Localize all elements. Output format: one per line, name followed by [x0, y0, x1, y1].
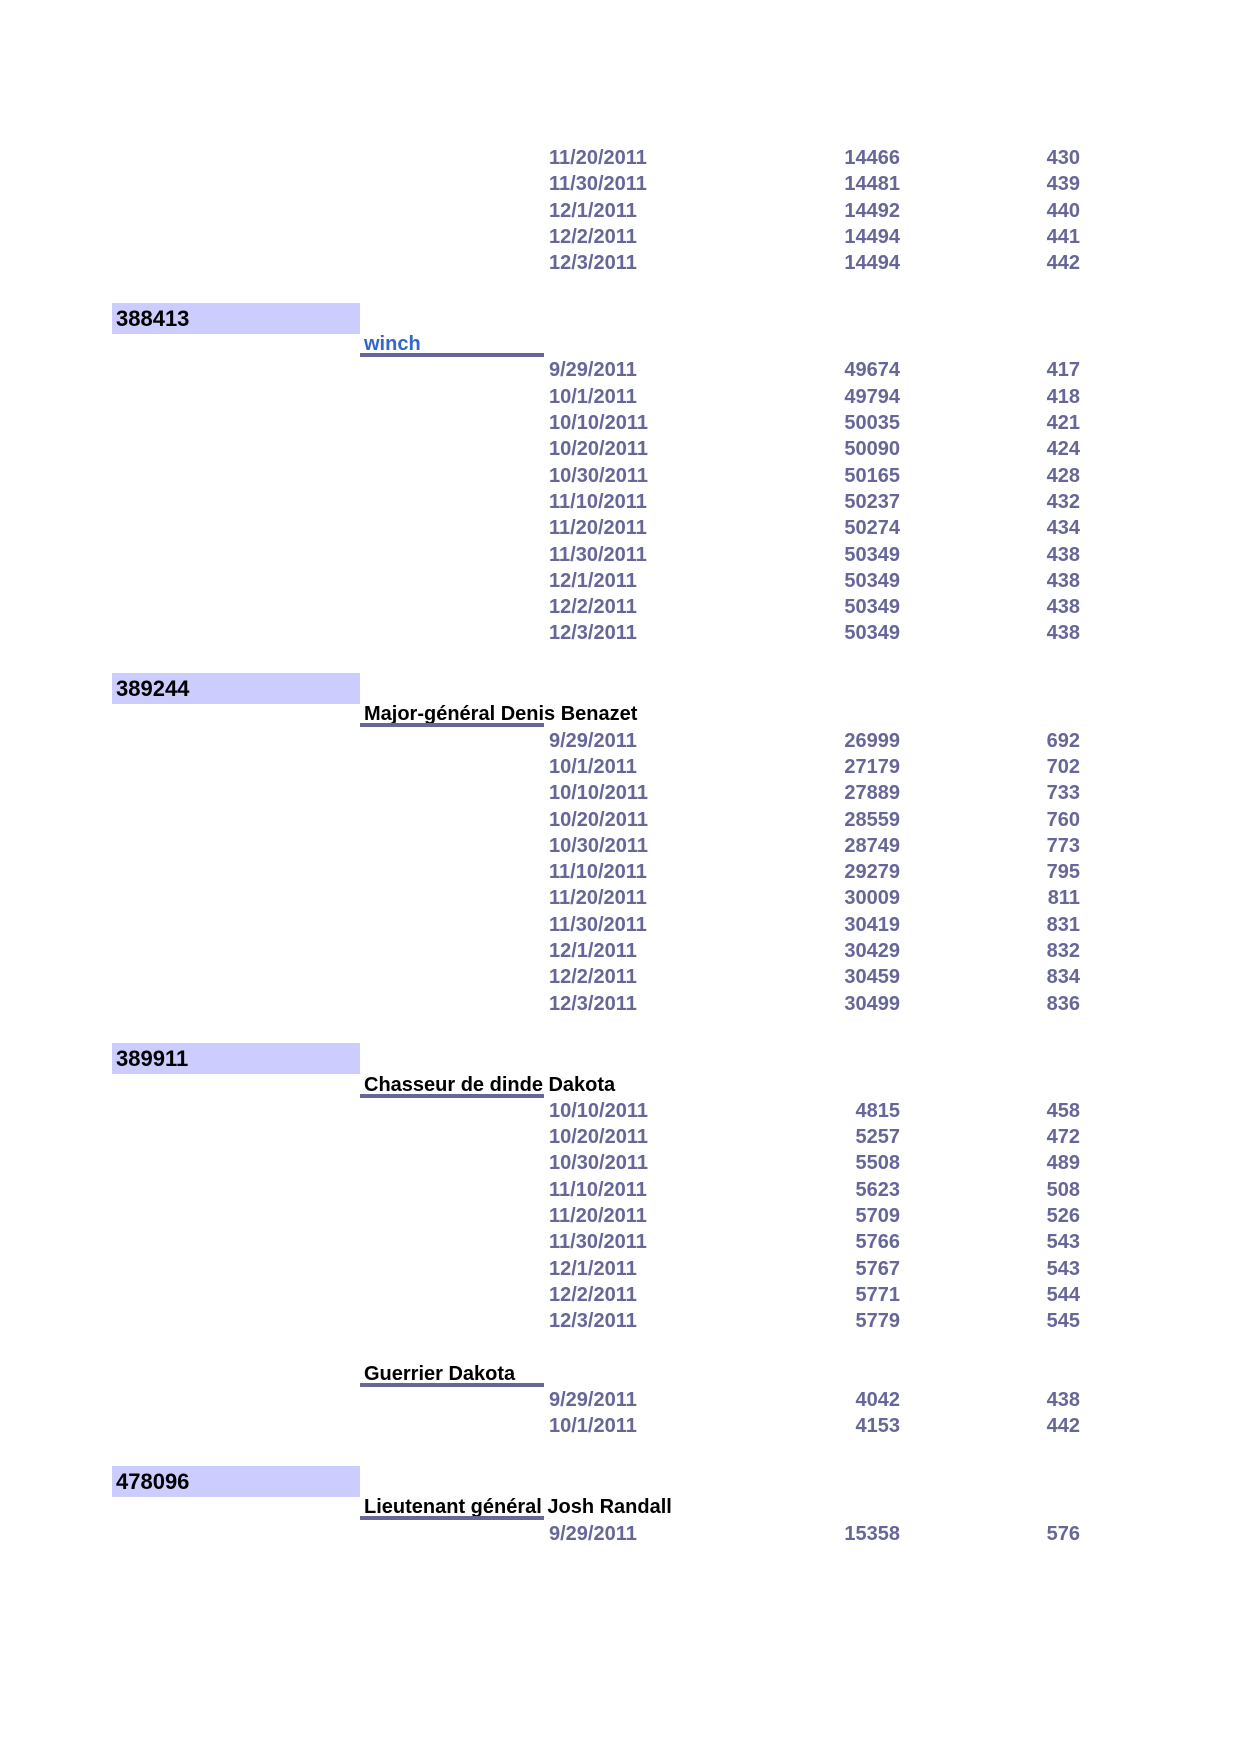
- value-cell: 4815: [855, 1099, 900, 1122]
- table-row: [0, 1124, 1241, 1150]
- value-cell: 49674: [844, 359, 900, 382]
- date-cell: 9/29/2011: [549, 729, 637, 752]
- level-cell: 428: [1046, 464, 1080, 487]
- date-cell: 12/3/2011: [549, 622, 637, 645]
- date-cell: 10/20/2011: [549, 438, 648, 461]
- value-cell: 50349: [844, 569, 900, 592]
- table-row: [0, 991, 1241, 1017]
- value-cell: 30429: [844, 940, 900, 962]
- table-row: [0, 463, 1241, 489]
- value-cell: 5767: [855, 1257, 900, 1280]
- level-cell: 438: [1046, 569, 1080, 592]
- date-cell: 11/20/2011: [549, 1205, 647, 1227]
- level-cell: 441: [1046, 225, 1080, 248]
- table-row: [0, 859, 1241, 885]
- value-cell: 50349: [844, 543, 900, 566]
- table-row: [0, 754, 1241, 780]
- table-row: [0, 938, 1241, 964]
- value-cell: 50349: [844, 622, 900, 645]
- table-row: [0, 250, 1241, 276]
- table-row: [0, 1308, 1241, 1334]
- value-cell: 5709: [855, 1205, 900, 1227]
- date-cell: 12/1/2011: [549, 940, 637, 962]
- level-cell: 424: [1046, 438, 1080, 461]
- date-cell: 12/3/2011: [549, 252, 637, 275]
- level-cell: 702: [1046, 755, 1080, 778]
- date-cell: 11/10/2011: [549, 490, 647, 513]
- table-row: [0, 224, 1241, 250]
- value-cell: 50349: [844, 596, 900, 619]
- value-cell: 30009: [844, 887, 900, 910]
- level-cell: 432: [1046, 490, 1080, 513]
- level-cell: 439: [1046, 173, 1080, 196]
- level-cell: 438: [1046, 596, 1080, 619]
- value-cell: 14466: [844, 147, 900, 169]
- date-cell: 11/30/2011: [549, 1231, 647, 1254]
- value-cell: 4153: [855, 1415, 900, 1438]
- table-row: [0, 542, 1241, 568]
- date-cell: 11/10/2011: [549, 1178, 647, 1201]
- table-row: [0, 568, 1241, 594]
- date-cell: 12/1/2011: [549, 1257, 637, 1280]
- value-cell: 50165: [844, 464, 900, 487]
- value-cell: 50090: [844, 438, 900, 461]
- value-cell: 14494: [844, 252, 900, 275]
- date-cell: 11/30/2011: [549, 913, 647, 936]
- value-cell: 28749: [844, 834, 900, 857]
- table-row: [0, 1098, 1241, 1124]
- level-cell: 440: [1046, 199, 1080, 222]
- level-cell: 543: [1046, 1231, 1080, 1254]
- level-cell: 545: [1046, 1310, 1080, 1333]
- value-cell: 50237: [844, 490, 900, 513]
- date-cell: 12/2/2011: [549, 225, 637, 248]
- date-cell: 12/2/2011: [549, 966, 637, 989]
- table-row: [0, 436, 1241, 462]
- level-cell: 430: [1046, 147, 1080, 169]
- date-cell: 10/10/2011: [549, 412, 648, 434]
- value-cell: 15358: [844, 1522, 900, 1545]
- date-cell: 9/29/2011: [549, 359, 637, 382]
- table-row: [0, 1413, 1241, 1439]
- level-cell: 526: [1046, 1205, 1080, 1227]
- table-row: [0, 1282, 1241, 1308]
- date-cell: 11/20/2011: [549, 517, 647, 540]
- table-row: [0, 1229, 1241, 1255]
- table-row: [0, 357, 1241, 383]
- table-row: [0, 515, 1241, 541]
- date-cell: 12/1/2011: [549, 199, 637, 222]
- table-row: [0, 410, 1241, 436]
- value-cell: 14492: [844, 199, 900, 222]
- date-cell: 9/29/2011: [549, 1522, 637, 1545]
- table-row: [0, 1521, 1241, 1547]
- level-cell: 489: [1046, 1152, 1080, 1175]
- level-cell: 438: [1046, 543, 1080, 566]
- record-id-cell: 389244: [112, 673, 360, 704]
- level-cell: 832: [1046, 940, 1080, 962]
- table-row: [0, 807, 1241, 833]
- date-cell: 11/20/2011: [549, 147, 647, 169]
- table-row: [0, 1387, 1241, 1413]
- table-row: [0, 620, 1241, 646]
- level-cell: 438: [1046, 1389, 1080, 1412]
- date-cell: 10/30/2011: [549, 834, 648, 857]
- value-cell: 28559: [844, 808, 900, 831]
- level-cell: 508: [1046, 1178, 1080, 1201]
- value-cell: 50274: [844, 517, 900, 540]
- value-cell: 14481: [844, 173, 900, 196]
- value-cell: 5779: [855, 1310, 900, 1333]
- level-cell: 442: [1046, 1415, 1080, 1438]
- level-cell: 417: [1046, 359, 1080, 382]
- unit-name: Lieutenant général Josh Randall: [364, 1496, 672, 1519]
- value-cell: 27179: [844, 755, 900, 778]
- date-cell: 12/3/2011: [549, 1310, 637, 1333]
- table-row: [0, 728, 1241, 754]
- date-cell: 10/1/2011: [549, 755, 637, 778]
- table-row: [0, 1256, 1241, 1282]
- table-row: [0, 833, 1241, 859]
- level-cell: 544: [1046, 1283, 1080, 1306]
- level-cell: 733: [1046, 782, 1080, 805]
- date-cell: 11/20/2011: [549, 887, 647, 910]
- value-cell: 5508: [855, 1152, 900, 1175]
- table-row: [0, 171, 1241, 197]
- level-cell: 442: [1046, 252, 1080, 275]
- value-cell: 26999: [844, 729, 900, 752]
- table-row: [0, 1150, 1241, 1176]
- level-cell: 773: [1046, 834, 1080, 857]
- value-cell: 49794: [844, 385, 900, 408]
- record-id-cell: 388413: [112, 303, 360, 334]
- level-cell: 760: [1046, 808, 1080, 831]
- value-cell: 30419: [844, 913, 900, 936]
- date-cell: 9/29/2011: [549, 1389, 637, 1412]
- value-cell: 30499: [844, 992, 900, 1015]
- date-cell: 11/30/2011: [549, 543, 647, 566]
- date-cell: 12/3/2011: [549, 992, 637, 1015]
- table-row: [0, 1203, 1241, 1229]
- value-cell: 5623: [855, 1178, 900, 1201]
- table-row: [0, 145, 1241, 171]
- value-cell: 30459: [844, 966, 900, 989]
- level-cell: 831: [1046, 913, 1080, 936]
- table-row: [0, 1177, 1241, 1203]
- date-cell: 10/20/2011: [549, 1126, 648, 1149]
- table-row: [0, 964, 1241, 990]
- table-row: [0, 780, 1241, 806]
- record-id-cell: 389911: [112, 1043, 360, 1074]
- value-cell: 50035: [844, 412, 900, 434]
- record-id-cell: 478096: [112, 1466, 360, 1497]
- table-row: [0, 384, 1241, 410]
- date-cell: 10/10/2011: [549, 1099, 648, 1122]
- unit-name[interactable]: winch: [364, 333, 421, 356]
- date-cell: 11/10/2011: [549, 861, 647, 884]
- date-cell: 10/10/2011: [549, 782, 648, 805]
- date-cell: 10/30/2011: [549, 464, 648, 487]
- date-cell: 10/20/2011: [549, 808, 648, 831]
- level-cell: 811: [1047, 887, 1080, 910]
- level-cell: 472: [1046, 1126, 1080, 1149]
- unit-name: Guerrier Dakota: [364, 1362, 516, 1385]
- value-cell: 5771: [855, 1283, 900, 1306]
- date-cell: 10/1/2011: [549, 1415, 637, 1438]
- date-cell: 10/30/2011: [549, 1152, 648, 1175]
- value-cell: 5257: [855, 1126, 900, 1149]
- table-row: [0, 885, 1241, 911]
- value-cell: 27889: [844, 782, 900, 805]
- value-cell: 29279: [844, 861, 900, 884]
- level-cell: 421: [1046, 412, 1080, 434]
- table-row: [0, 912, 1241, 938]
- date-cell: 12/1/2011: [549, 569, 637, 592]
- unit-name: Major-général Denis Benazet: [364, 703, 638, 726]
- date-cell: 10/1/2011: [549, 385, 637, 408]
- level-cell: 438: [1046, 622, 1080, 645]
- date-cell: 11/30/2011: [549, 173, 647, 196]
- table-row: [0, 594, 1241, 620]
- level-cell: 834: [1046, 966, 1080, 989]
- level-cell: 418: [1046, 385, 1080, 408]
- level-cell: 795: [1046, 861, 1080, 884]
- date-cell: 12/2/2011: [549, 596, 637, 619]
- value-cell: 4042: [855, 1389, 900, 1412]
- level-cell: 458: [1046, 1099, 1080, 1122]
- unit-name: Chasseur de dinde Dakota: [364, 1073, 616, 1096]
- level-cell: 576: [1046, 1522, 1080, 1545]
- date-cell: 12/2/2011: [549, 1283, 637, 1306]
- value-cell: 14494: [844, 225, 900, 248]
- level-cell: 692: [1046, 729, 1080, 752]
- level-cell: 434: [1046, 517, 1080, 540]
- level-cell: 836: [1046, 992, 1080, 1015]
- table-row: [0, 489, 1241, 515]
- level-cell: 543: [1046, 1257, 1080, 1280]
- table-row: [0, 198, 1241, 224]
- value-cell: 5766: [855, 1231, 900, 1254]
